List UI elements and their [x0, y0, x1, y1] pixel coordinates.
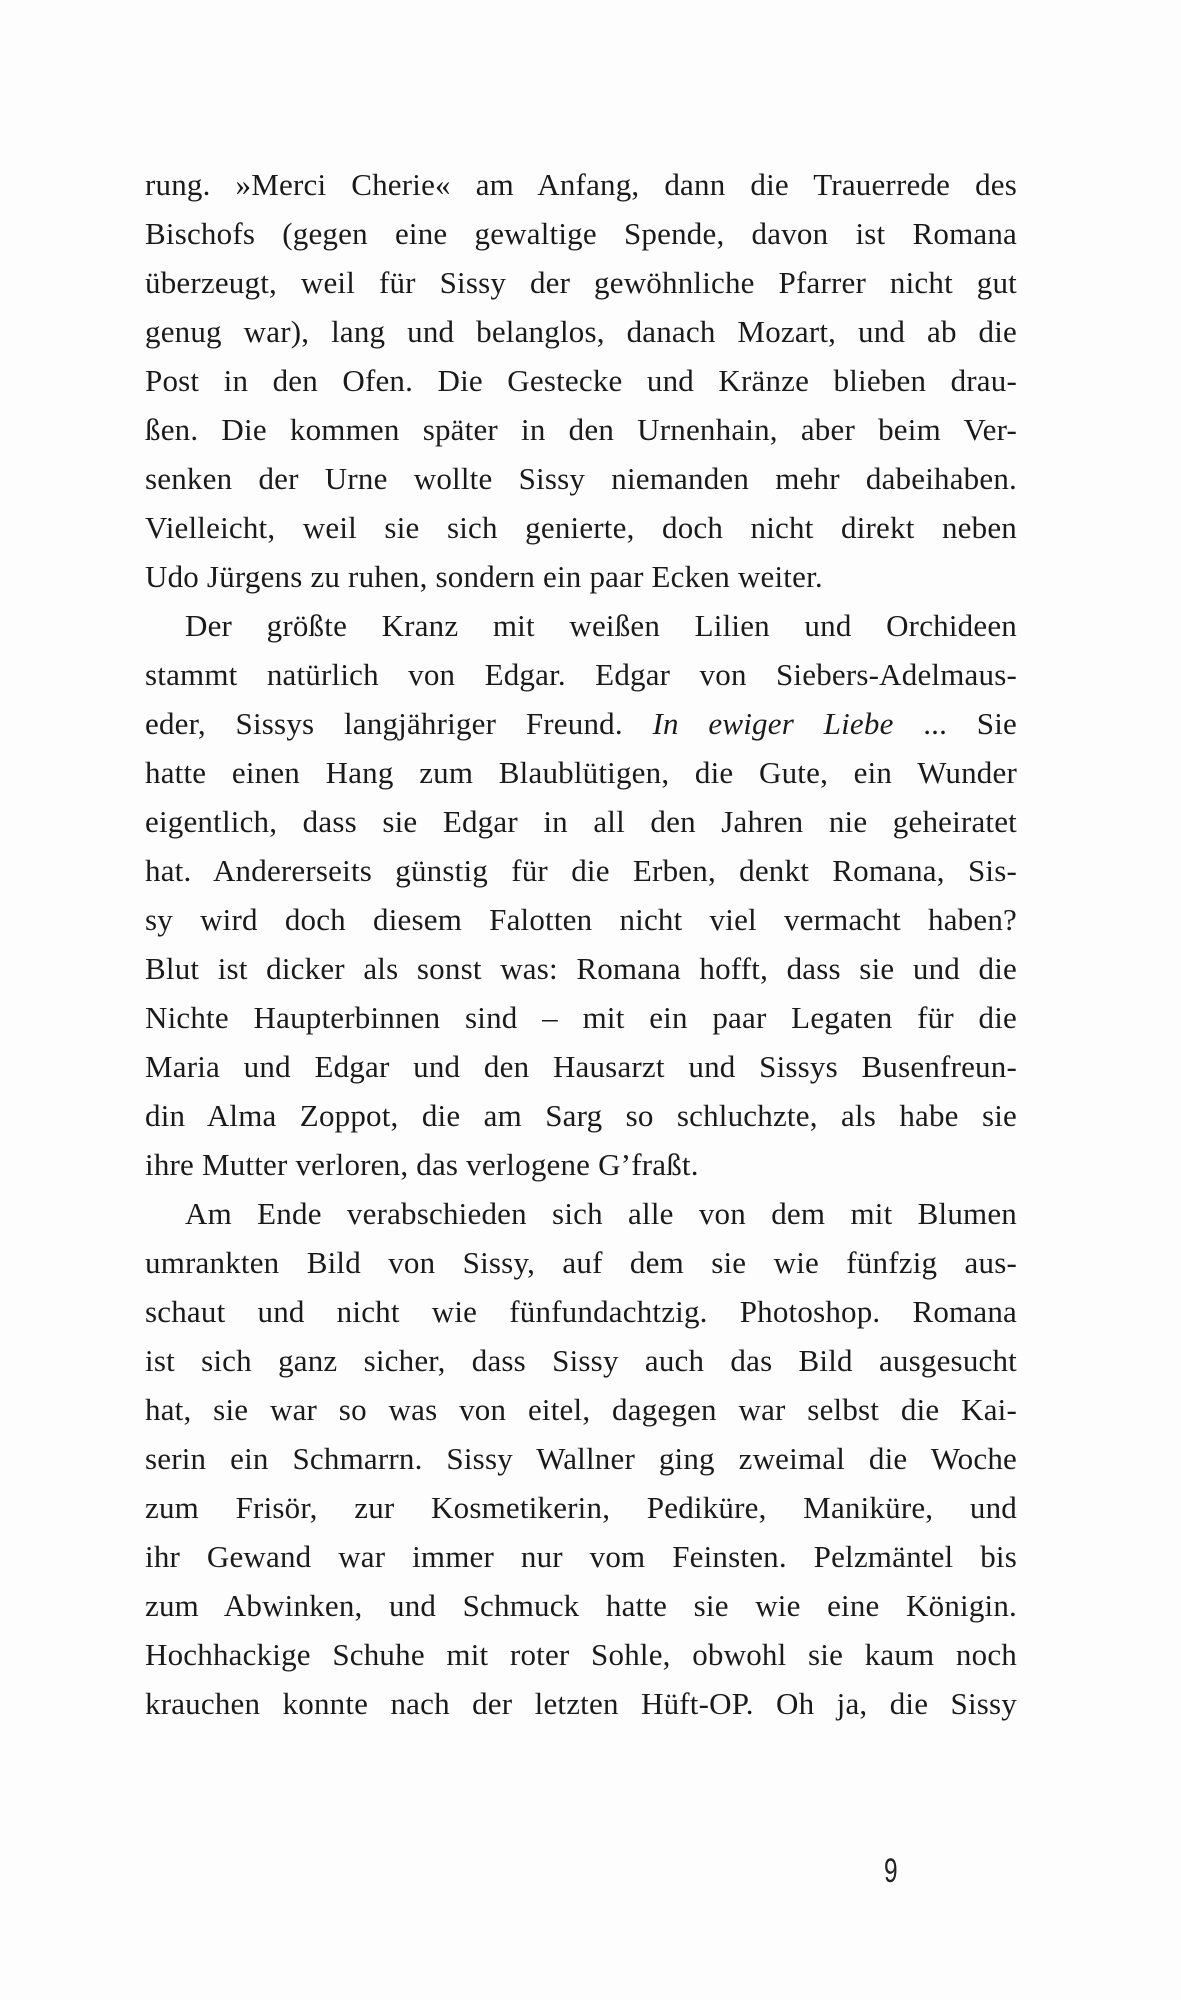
text-line: ßen. Die kommen später in den Urnenhain, aber beim Ver-: [145, 412, 1017, 447]
page-number: 9: [884, 1852, 898, 1890]
text-line: zum Abwinken, und Schmuck hatte sie wie eine Königin.: [145, 1588, 1017, 1623]
text-line: Post in den Ofen. Die Gestecke und Kränze blieben drau-: [145, 363, 1017, 398]
text-line: Udo Jürgens zu ruhen, sondern ein paar Ecken weiter.: [145, 559, 823, 594]
paragraph: [145, 160, 1017, 601]
text-line: rung. »Merci Cherie« am Anfang, dann die Trauerrede des: [145, 167, 1017, 202]
italic-text-segment: In ewiger Liebe: [652, 706, 894, 741]
text-line: sy wird doch diesem Falotten nicht viel vermacht haben?: [145, 902, 1017, 937]
text-line: senken der Urne wollte Sissy niemanden mehr dabeihaben.: [145, 461, 1017, 496]
text-line: Vielleicht, weil sie sich genierte, doch nicht direkt neben: [145, 510, 1017, 545]
text-line: ihr Gewand war immer nur vom Feinsten. Pelzmäntel bis: [145, 1539, 1017, 1574]
text-block: [145, 160, 1017, 1728]
text-line: stammt natürlich von Edgar. Edgar von Siebers-Adelmaus-: [145, 657, 1017, 692]
text-segment: ... Sie: [893, 706, 1017, 741]
text-line: zum Frisör, zur Kosmetikerin, Pediküre, Maniküre, und: [145, 1490, 1017, 1525]
text-line: Hochhackige Schuhe mit roter Sohle, obwohl sie kaum noch: [145, 1637, 1017, 1672]
text-line: serin ein Schmarrn. Sissy Wallner ging zweimal die Woche: [145, 1441, 1017, 1476]
text-line: genug war), lang und belanglos, danach Mozart, und ab die: [145, 314, 1017, 349]
text-line: din Alma Zoppot, die am Sarg so schluchzte, als habe sie: [145, 1098, 1017, 1133]
text-line: eigentlich, dass sie Edgar in all den Jahren nie geheiratet: [145, 804, 1017, 839]
text-line: hat. Andererseits günstig für die Erben, denkt Romana, Sis-: [145, 853, 1017, 888]
text-line: hat, sie war so was von eitel, dagegen war selbst die Kai-: [145, 1392, 1017, 1427]
text-line: krauchen konnte nach der letzten Hüft-OP. Oh ja, die Sissy: [145, 1686, 1017, 1721]
text-line: Maria und Edgar und den Hausarzt und Sissys Busenfreun-: [145, 1049, 1017, 1084]
text-line: Blut ist dicker als sonst was: Romana hofft, dass sie und die: [145, 951, 1017, 986]
paragraph: [145, 601, 1017, 1189]
text-line: Der größte Kranz mit weißen Lilien und Orchideen: [185, 608, 1017, 643]
text-line: ihre Mutter verloren, das verlogene G’fraßt.: [145, 1147, 699, 1182]
text-line: schaut und nicht wie fünfundachtzig. Photoshop. Romana: [145, 1294, 1017, 1329]
text-line: [145, 699, 1017, 748]
paragraph: [145, 1189, 1017, 1728]
text-segment: eder, Sissys langjähriger Freund.: [145, 706, 653, 741]
text-line: hatte einen Hang zum Blaublütigen, die Gute, ein Wunder: [145, 755, 1017, 790]
text-line: Am Ende verabschieden sich alle von dem mit Blumen: [185, 1196, 1017, 1231]
text-line: Nichte Haupterbinnen sind – mit ein paar Legaten für die: [145, 1000, 1017, 1035]
text-line: überzeugt, weil für Sissy der gewöhnliche Pfarrer nicht gut: [145, 265, 1017, 300]
text-line: ist sich ganz sicher, dass Sissy auch das Bild ausgesucht: [145, 1343, 1017, 1378]
text-line: Bischofs (gegen eine gewaltige Spende, davon ist Romana: [145, 216, 1017, 251]
text-line: umrankten Bild von Sissy, auf dem sie wie fünfzig aus-: [145, 1245, 1017, 1280]
